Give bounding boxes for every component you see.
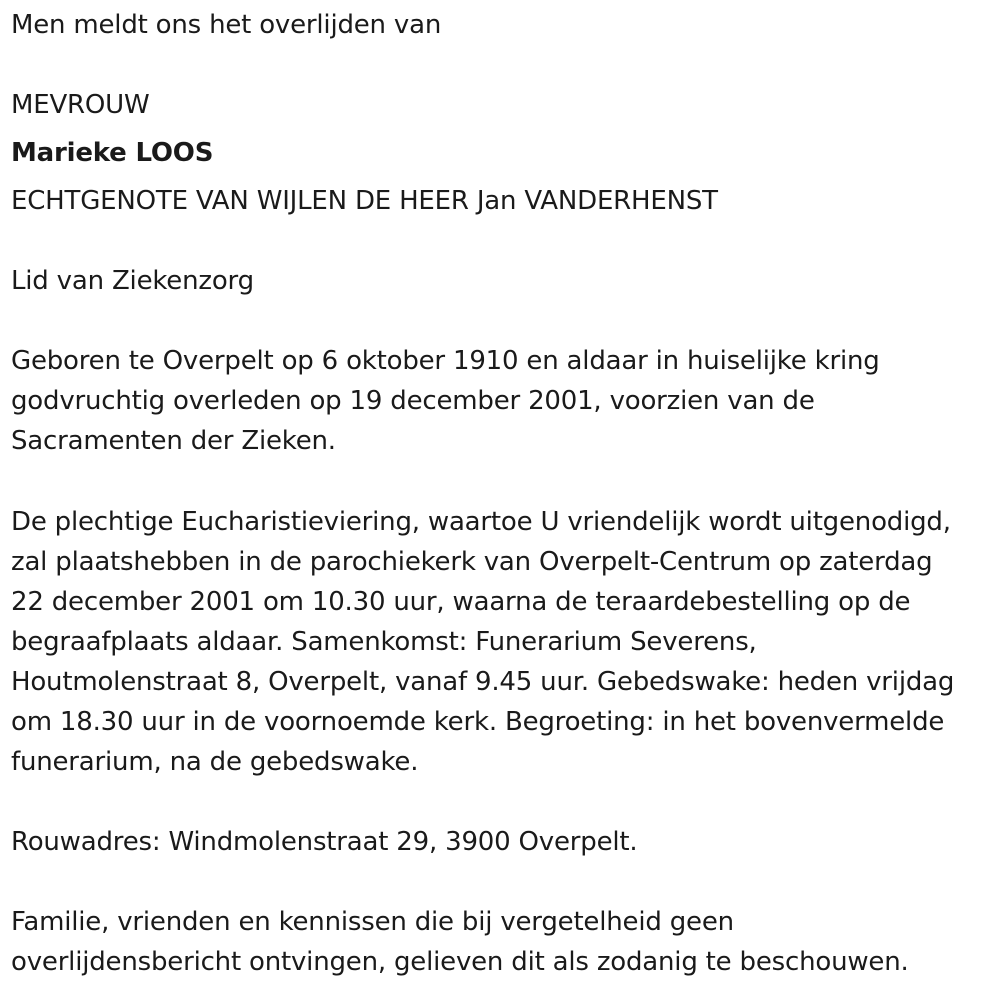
spouse-line: ECHTGENOTE VAN WIJLEN DE HEER Jan VANDERHENST: [11, 186, 718, 216]
ceremony-line-4: begraafplaats aldaar. Samenkomst: Funerarium Severens,: [11, 627, 757, 657]
intro-line: Men meldt ons het overlijden van: [11, 10, 442, 40]
address-line: Rouwadres: Windmolenstraat 29, 3900 Overpelt.: [11, 827, 638, 857]
ceremony-line-5: Houtmolenstraat 8, Overpelt, vanaf 9.45 uur. Gebedswake: heden vrijdag: [11, 667, 955, 697]
birth-death-line-1: Geboren te Overpelt op 6 oktober 1910 en aldaar in huiselijke kring: [11, 346, 880, 376]
ceremony-line-2: zal plaatshebben in de parochiekerk van Overpelt-Centrum op zaterdag: [11, 547, 933, 577]
ceremony-line-7: funerarium, na de gebedswake.: [11, 747, 419, 777]
birth-death-line-2: godvruchtig overleden op 19 december 2001, voorzien van de: [11, 386, 815, 416]
deceased-name: Marieke LOOS: [11, 138, 214, 168]
birth-death-line-3: Sacramenten der Zieken.: [11, 426, 336, 456]
ceremony-line-6: om 18.30 uur in de voornoemde kerk. Begroeting: in het bovenvermelde: [11, 707, 945, 737]
membership-line: Lid van Ziekenzorg: [11, 266, 254, 296]
ceremony-line-3: 22 december 2001 om 10.30 uur, waarna de teraardebestelling op de: [11, 587, 911, 617]
ceremony-line-1: De plechtige Eucharistieviering, waartoe U vriendelijk wordt uitgenodigd,: [11, 507, 951, 537]
closing-line-2: overlijdensbericht ontvingen, gelieven dit als zodanig te beschouwen.: [11, 947, 909, 977]
closing-line-1: Familie, vrienden en kennissen die bij vergetelheid geen: [11, 907, 734, 937]
honorific: MEVROUW: [11, 90, 150, 120]
